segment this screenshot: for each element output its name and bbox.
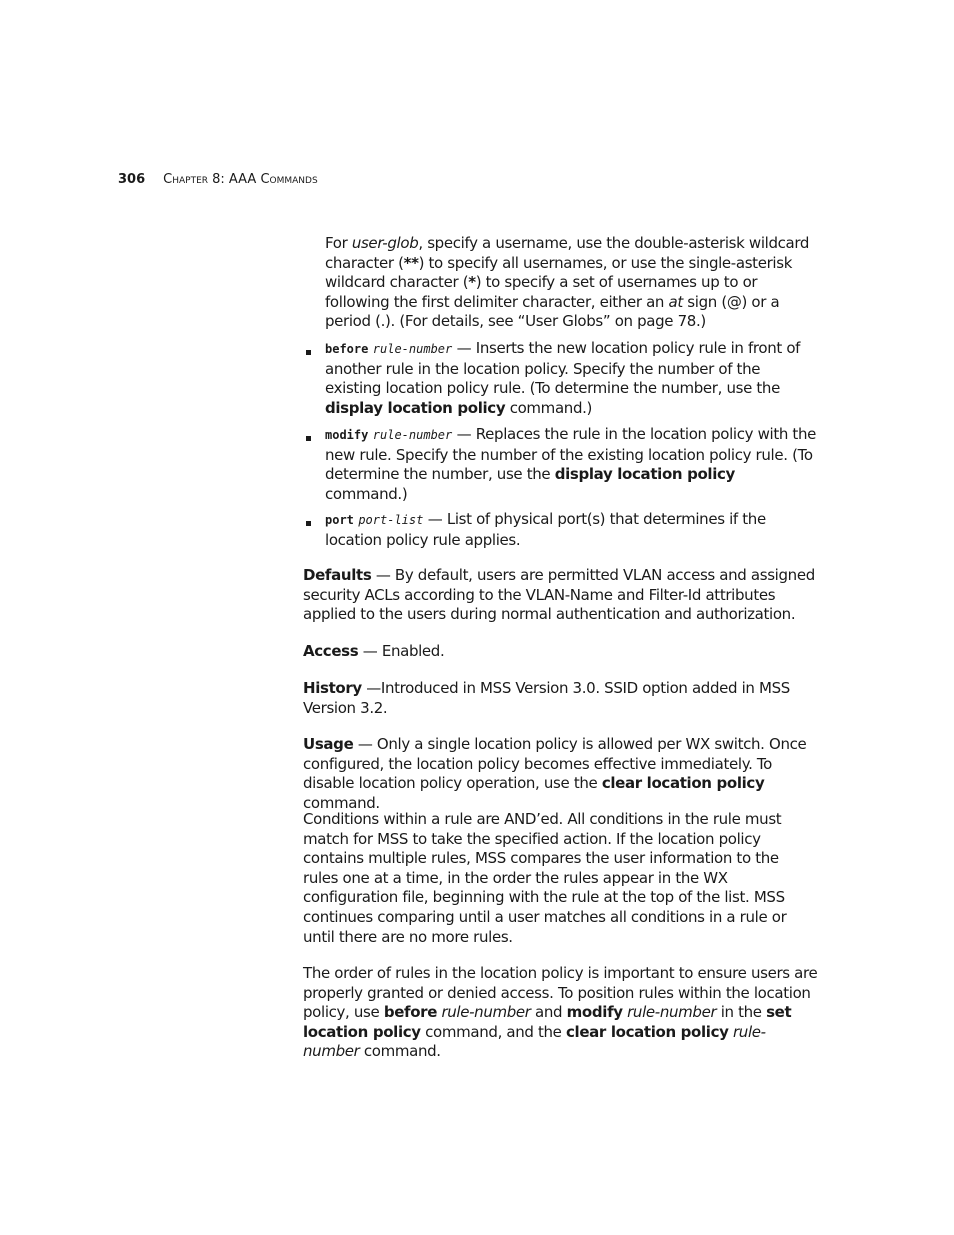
italic-term: rule-number xyxy=(627,1003,717,1022)
bullet-square-icon xyxy=(306,521,311,526)
text-run: ) to specify all usernames, or use the single-asterisk wildcard character ( xyxy=(325,253,793,292)
text-run: The order of rules in the location policy is important to ensure users are properly granted or denied access. To position rules within the location policy, use xyxy=(303,964,818,1022)
text-run: — Inserts the new location policy rule in front of another rule in the location policy. Specify the number of the existing location policy rule. (To determine the number, use the xyxy=(325,339,801,398)
section-label: Usage xyxy=(303,735,354,753)
text-run: command. xyxy=(359,1042,441,1061)
section-label: History xyxy=(303,679,362,697)
text-run: — Replaces the rule in the location policy with the new rule. Specify the number of the existing location policy rule. (To determine the number, use the xyxy=(325,425,816,484)
command-argument: port-list xyxy=(358,513,424,527)
bullet-square-icon xyxy=(306,436,311,441)
page-number: 306 xyxy=(118,172,146,187)
text-run: —Introduced in MSS Version 3.0. SSID option added in MSS Version 3.2. xyxy=(303,679,790,717)
bold-term: before xyxy=(383,1003,438,1022)
text-run: command.) xyxy=(505,398,593,417)
text-run: command.) xyxy=(325,484,408,503)
bold-term: clear location policy xyxy=(565,1022,729,1041)
italic-term: rule-number xyxy=(303,1022,766,1061)
user-glob-paragraph xyxy=(325,234,817,332)
command-keyword: port xyxy=(325,513,354,527)
bold-term: display location policy xyxy=(554,465,735,484)
text-run: command, and the xyxy=(420,1022,566,1041)
section-label: Defaults xyxy=(303,566,372,584)
bullet-square-icon xyxy=(306,350,311,355)
text-run: in the xyxy=(716,1003,767,1022)
command-keyword: before xyxy=(325,342,369,356)
text-run: , specify a username, use the double-asterisk wildcard character ( xyxy=(325,234,810,272)
bullet-item-before xyxy=(325,339,817,418)
italic-term: at xyxy=(668,292,683,311)
bullet-item-modify xyxy=(325,425,817,504)
command-argument: rule-number xyxy=(372,428,453,442)
bold-term: * xyxy=(468,273,476,292)
section-label: Access xyxy=(303,642,359,660)
page-header xyxy=(118,171,318,189)
access-paragraph xyxy=(303,642,818,662)
command-argument: rule-number xyxy=(372,342,453,356)
text-run: — By default, users are permitted VLAN access and assigned security ACLs according to the VLAN-Name and Filter-Id attributes applied to the users during normal authentication and authorization. xyxy=(303,566,815,624)
bullet-item-port xyxy=(325,510,817,550)
text-run: sign (@) or a period (.). (For details, see “User Globs” on page 78.) xyxy=(325,292,780,331)
bold-term: clear location policy xyxy=(601,774,765,793)
chapter-title: Chapter 8: AAA Commands xyxy=(163,172,318,187)
text-run: For xyxy=(325,234,352,252)
defaults-paragraph xyxy=(303,566,818,625)
bold-term: ** xyxy=(403,253,419,272)
italic-term: user-glob xyxy=(351,234,419,252)
text-run: — List of physical port(s) that determines if the location policy rule applies. xyxy=(325,510,766,549)
bold-term: modify xyxy=(566,1003,623,1022)
bold-term: display location policy xyxy=(325,398,506,417)
text-run: command. xyxy=(303,793,380,812)
bold-term: set location policy xyxy=(303,1003,792,1041)
italic-term: rule-number xyxy=(441,1003,531,1022)
command-keyword: modify xyxy=(325,428,369,442)
text-run: — Only a single location policy is allowed per WX switch. Once configured, the location policy becomes effective immediately. To disable location policy operation, use the xyxy=(303,735,807,793)
text-run: — Enabled. xyxy=(358,642,445,660)
text-run: and xyxy=(530,1003,567,1022)
usage-paragraph xyxy=(303,735,818,813)
conditions-paragraph: Conditions within a rule are AND’ed. All conditions in the rule must match for MSS to take the specified action. If the location policy contains multiple rules, MSS compares the user information to the rules one at a time, in the order the rules appear in the WX configuration file, beginning with the rule at the top of the list. MSS continues comparing until a user matches all conditions in a rule or until there are no more rules. xyxy=(303,810,787,946)
order-paragraph xyxy=(303,964,818,1062)
text-run: ) to specify a set of usernames up to or following the first delimiter character, either an xyxy=(325,273,758,311)
history-paragraph xyxy=(303,679,818,718)
